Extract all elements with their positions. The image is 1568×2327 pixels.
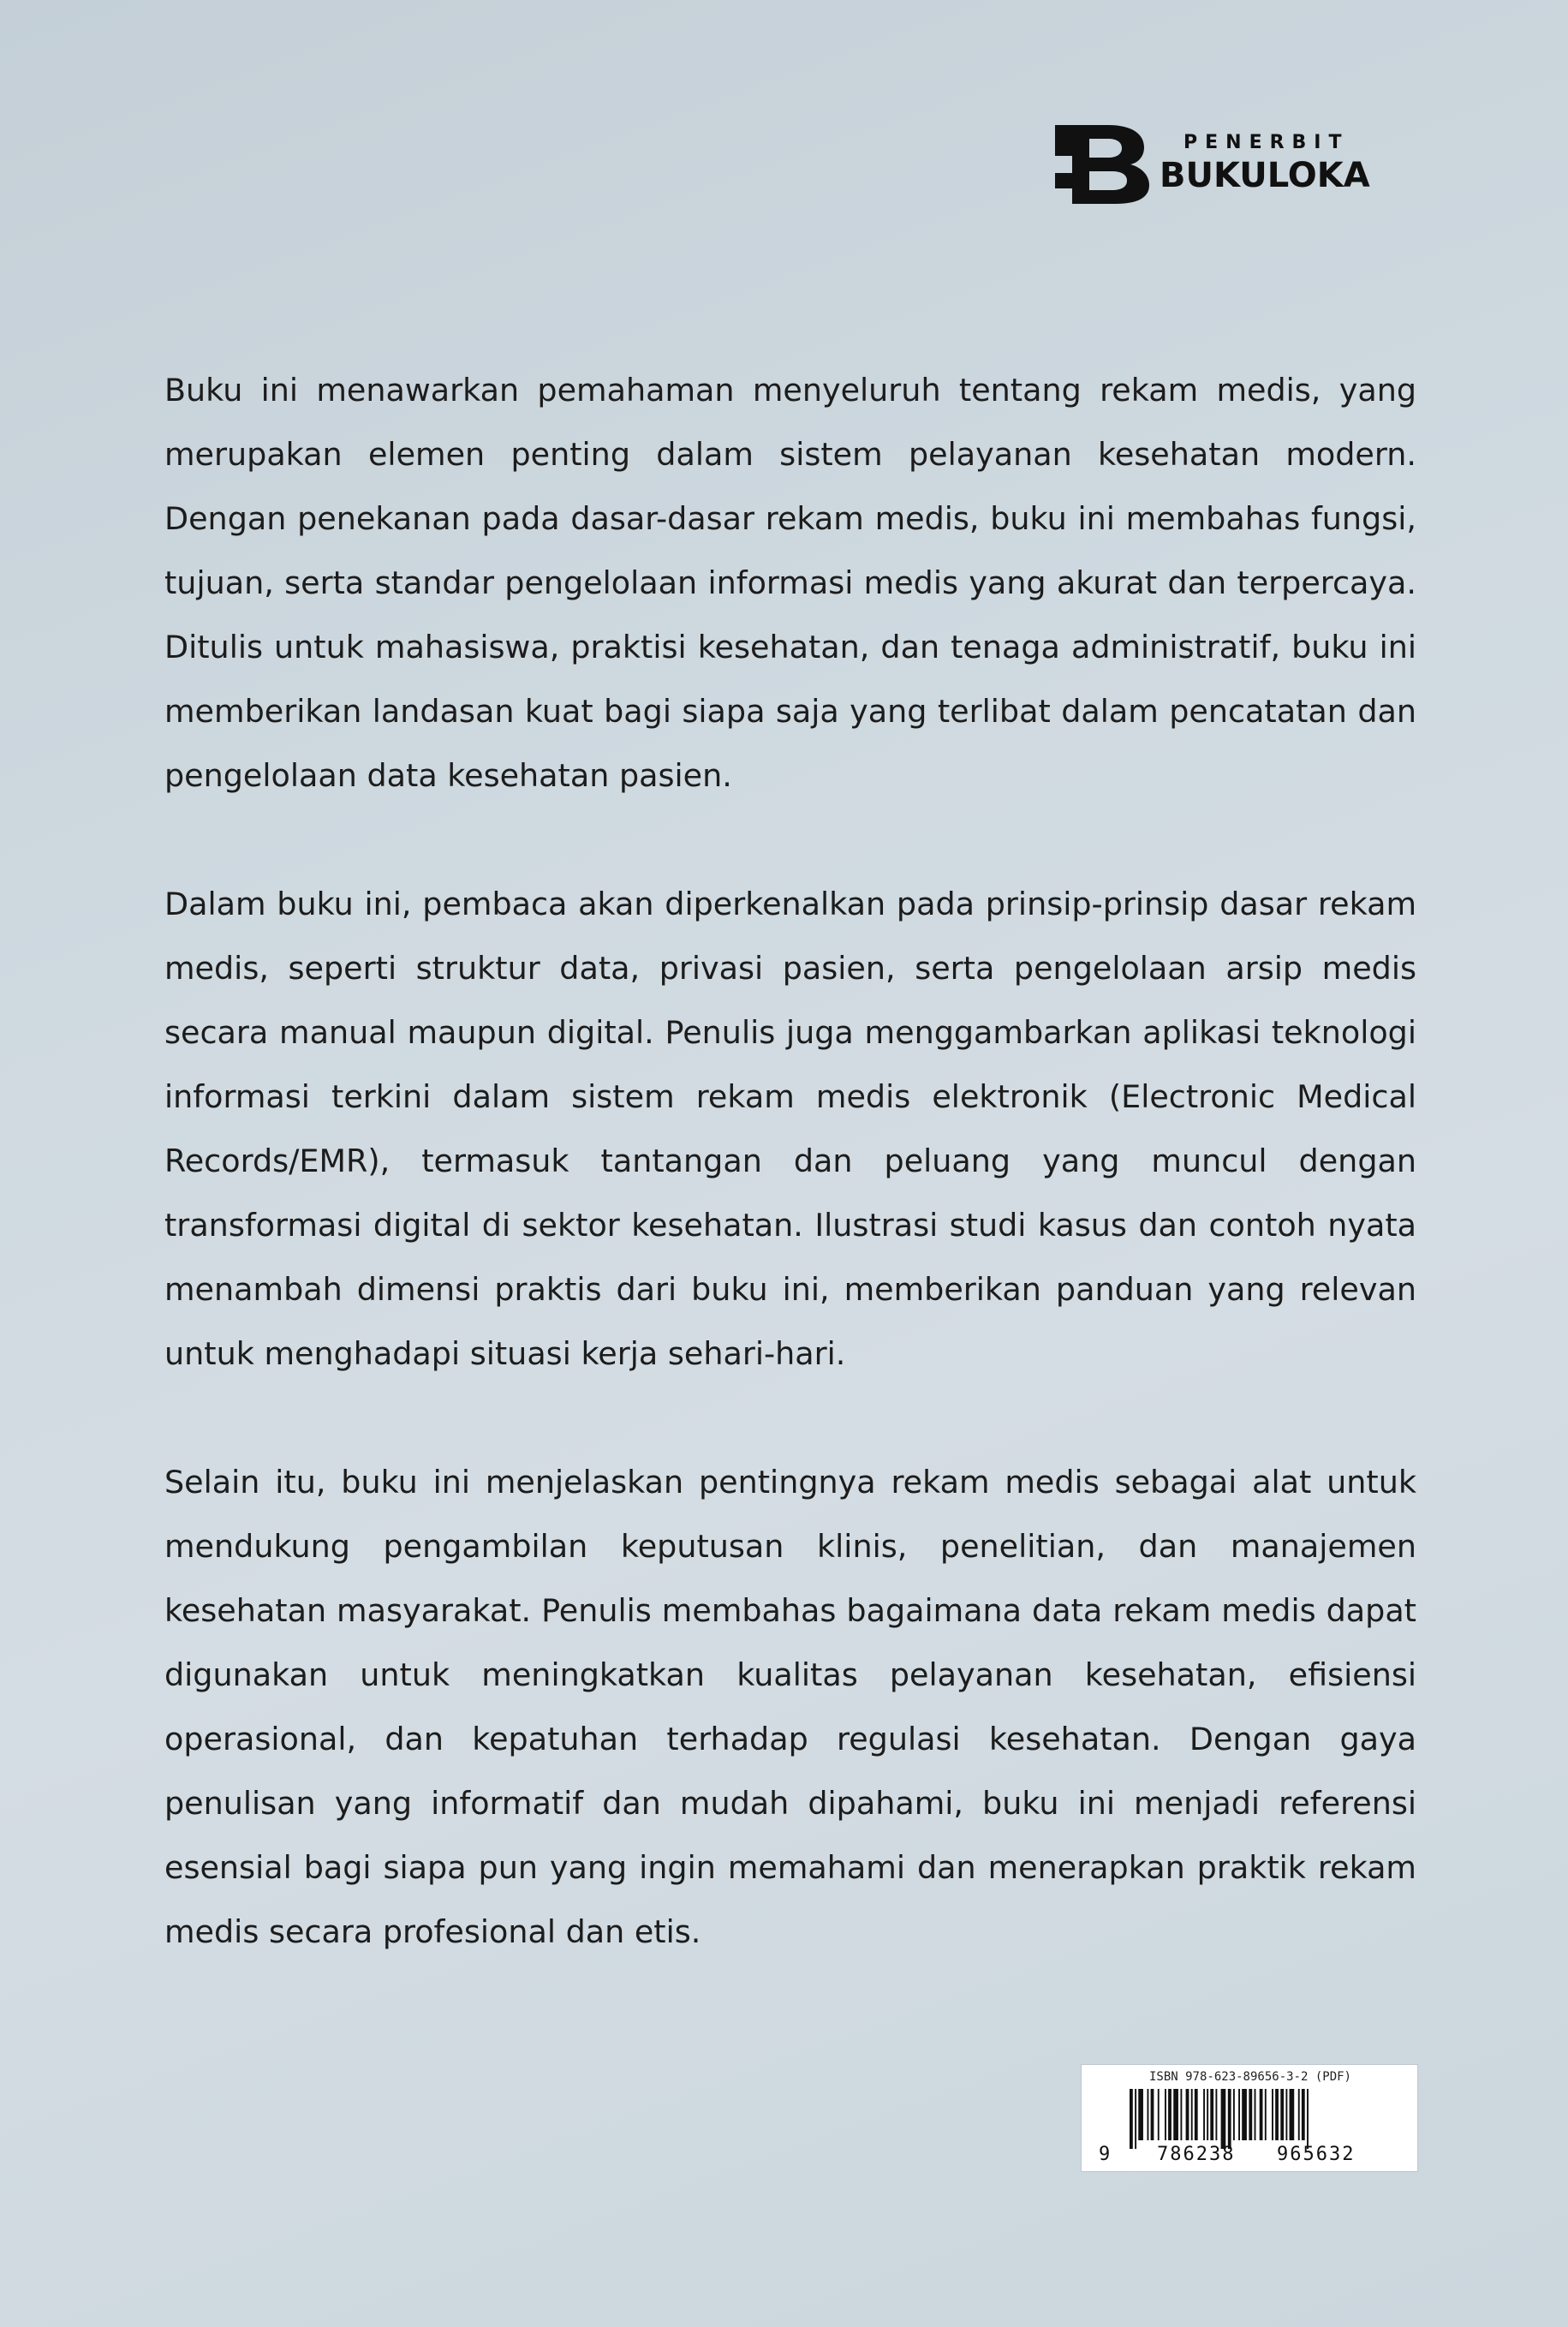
- barcode-bar: [1242, 2089, 1247, 2140]
- publisher-label-top: PENERBIT: [1183, 132, 1350, 153]
- barcode-bar: [1290, 2089, 1295, 2140]
- barcode-bar: [1148, 2089, 1149, 2140]
- barcode-bar: [1280, 2089, 1284, 2140]
- publisher-logo: [1055, 125, 1380, 207]
- barcode-bar: [1233, 2089, 1235, 2140]
- barcode-bar: [1130, 2089, 1133, 2149]
- barcode-bar: [1165, 2089, 1166, 2140]
- barcode-bar: [1298, 2089, 1300, 2140]
- barcode-bar: [1221, 2089, 1226, 2149]
- barcode-bar: [1302, 2089, 1305, 2140]
- barcode-bar: [1186, 2089, 1189, 2140]
- barcode-bar: [1210, 2089, 1213, 2140]
- isbn-label: ISBN 978-623-89656-3-2 (PDF): [1148, 2070, 1351, 2084]
- isbn-barcode-box: [1081, 2064, 1418, 2172]
- barcode-bar: [1203, 2089, 1205, 2140]
- barcode-bar: [1285, 2089, 1287, 2140]
- barcode-bar: [1138, 2089, 1143, 2140]
- barcode-digits-left: 786238: [1157, 2144, 1236, 2165]
- barcode-bar: [1228, 2089, 1231, 2149]
- barcode-bar: [1275, 2089, 1279, 2140]
- barcode-bar: [1307, 2089, 1309, 2149]
- barcode-icon: [1126, 2089, 1383, 2149]
- barcode-bar: [1215, 2089, 1217, 2140]
- barcode-bar: [1249, 2089, 1252, 2140]
- barcode-digit-first: 9: [1099, 2144, 1111, 2165]
- barcode-digits-right: 965632: [1277, 2144, 1356, 2165]
- blurb-paragraph-2: Dalam buku ini, pembaca akan diperkenalkan pada prinsip-prinsip dasar rekam medis, seperti struktur data, privasi pasien, serta pengelolaan arsip medis secara manual maupun digital. Penulis juga menggambarkan aplikasi teknologi informasi terkini dalam sistem rekam medis elektronik (Electronic Medical Records/EMR), termasuk tantangan dan peluang yang muncul dengan transformasi digital di sektor kesehatan. Ilustrasi studi kasus dan contoh nyata menambah dimensi praktis dari buku ini, memberikan panduan yang relevan untuk menghadapi situasi kerja sehari-hari.: [164, 886, 1416, 1372]
- barcode-bar: [1168, 2089, 1172, 2140]
- barcode-bar: [1151, 2089, 1154, 2140]
- barcode-bar: [1238, 2089, 1240, 2140]
- publisher-label-bottom: BUKULOKA: [1160, 156, 1370, 195]
- blurb-paragraph-1: Buku ini menawarkan pemahaman menyeluruh tentang rekam medis, yang merupakan elemen penting dalam sistem pelayanan kesehatan modern. Dengan penekanan pada dasar-dasar rekam medis, buku ini membahas fungsi, tujuan, serta standar pengelolaan informasi medis yang akurat dan terpercaya. Ditulis untuk mahasiswa, praktisi kesehatan, dan tenaga administratif, buku ini memberikan landasan kuat bagi siapa saja yang terlibat dalam pencatatan dan pengelolaan data kesehatan pasien.: [164, 372, 1416, 794]
- barcode-bar: [1207, 2089, 1208, 2140]
- logo-b-icon: [1055, 125, 1151, 204]
- barcode-bar: [1135, 2089, 1136, 2149]
- blurb-text: [164, 358, 1416, 1964]
- barcode-bar: [1265, 2089, 1267, 2140]
- barcode-bar: [1260, 2089, 1263, 2140]
- barcode-bar: [1173, 2089, 1178, 2140]
- barcode-bar: [1158, 2089, 1160, 2140]
- barcode-bar: [1272, 2089, 1273, 2140]
- barcode-bar: [1180, 2089, 1182, 2140]
- blurb-paragraph-3: Selain itu, buku ini menjelaskan pentingnya rekam medis sebagai alat untuk mendukung pengambilan keputusan klinis, penelitian, dan manajemen kesehatan masyarakat. Penulis membahas bagaimana data rekam medis dapat digunakan untuk meningkatkan kualitas pelayanan kesehatan, efisiensi operasional, dan kepatuhan terhadap regulasi kesehatan. Dengan gaya penulisan yang informatif dan mudah dipahami, buku ini menjadi referensi esensial bagi siapa pun yang ingin memahami dan menerapkan praktik rekam medis secara profesional dan etis.: [164, 1464, 1416, 1950]
- barcode-bar: [1191, 2089, 1193, 2140]
- barcode-bar: [1195, 2089, 1198, 2140]
- barcode-bar: [1255, 2089, 1256, 2140]
